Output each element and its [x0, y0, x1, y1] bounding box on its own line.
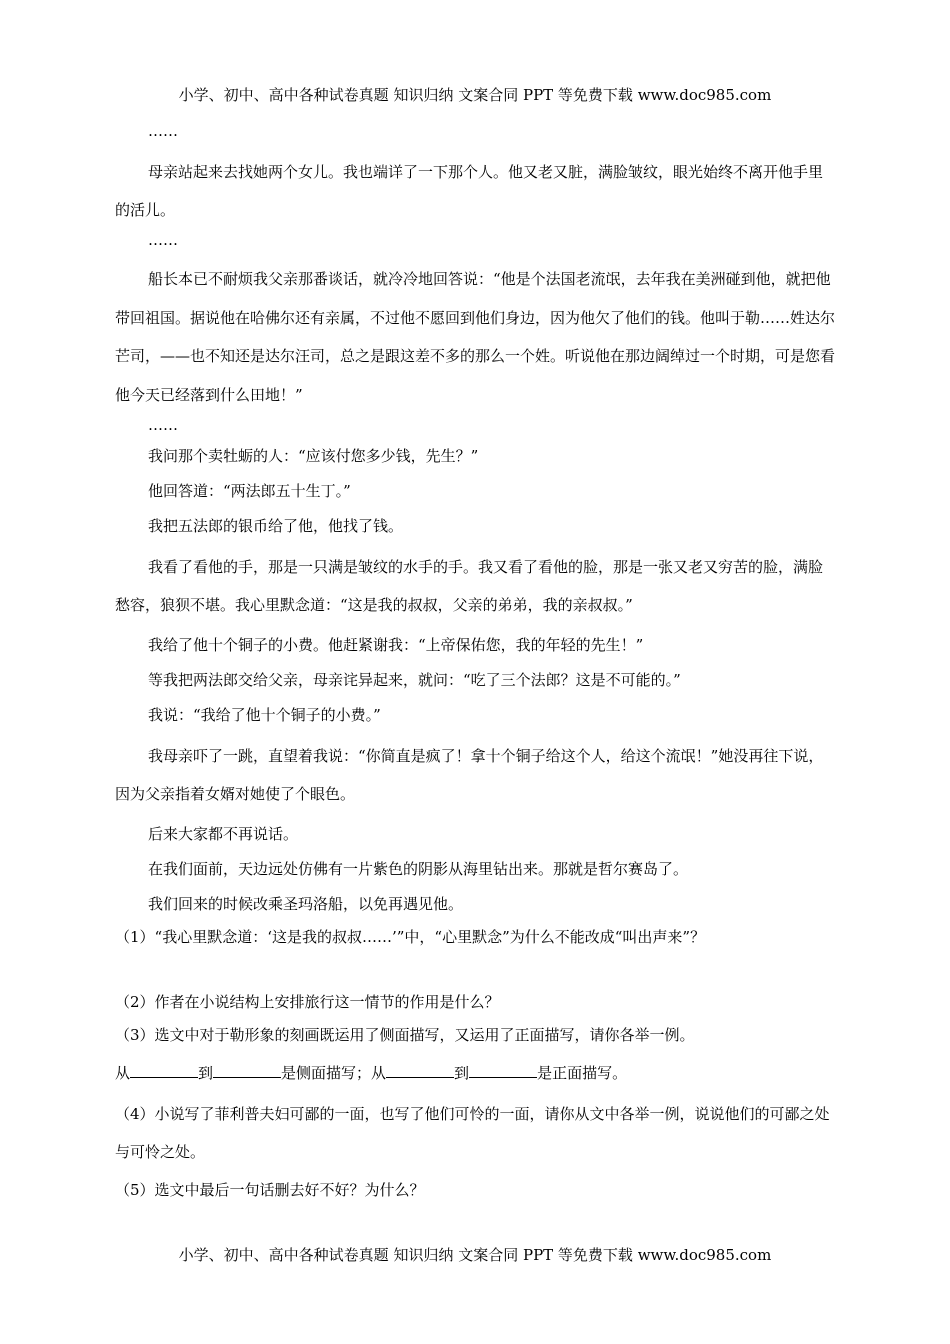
paragraph-3: 我问那个卖牡蛎的人：“应该付您多少钱，先生？”	[148, 447, 479, 465]
q3-side-label: 是侧面描写；从	[281, 1064, 387, 1082]
paragraph-12: 在我们面前，天边远处仿佛有一片紫色的阴影从海里钻出来。那就是哲尔赛岛了。	[148, 860, 689, 878]
q3-from-label: 从	[115, 1064, 131, 1082]
paragraph-4: 他回答道：“两法郎五十生丁。”	[148, 482, 351, 500]
paragraph-6: 我看了看他的手，那是一只满是皱纹的水手的手。我又看了看他的脸，那是一张又老又穷苦的脸，满脸愁容，狼狈不堪。我心里默念道：“这是我的叔叔，父亲的弟弟，我的亲叔叔。”	[115, 558, 824, 614]
paragraph-13: 我们回来的时候改乘圣玛洛船，以免再遇见他。	[148, 895, 464, 913]
paragraph-2: 船长本已不耐烦我父亲那番谈话，就冷冷地回答说：“他是个法国老流氓，去年我在美洲碰到他，就把他带回祖国。据说他在哈佛尔还有亲属，不过他不愿回到他们身边，因为他欠了他们的钱。他叫于勒……姓达尔芒司，——也不知还是达尔汪司，总之是跟这差不多的那么一个姓。听说他在那边阔绰过一个时期，可是您看他今天已经落到什么田地！”	[115, 270, 836, 404]
ellipsis-1: ……	[148, 122, 178, 140]
paragraph-9: 我说：“我给了他十个铜子的小费。”	[148, 706, 381, 724]
q3-to-label-2: 到	[454, 1064, 470, 1082]
answer-blank-4[interactable]	[469, 1063, 537, 1078]
question-3-answer-line	[115, 1063, 835, 1083]
question-2: （2）作者在小说结构上安排旅行这一情节的作用是什么？	[115, 993, 500, 1011]
question-4: （4）小说写了菲利普夫妇可鄙的一面，也写了他们可怜的一面，请你从文中各举一例，说说他们的可鄙之处与可怜之处。	[115, 1105, 830, 1161]
page-header: 小学、初中、高中各种试卷真题 知识归纳 文案合同 PPT 等免费下载 www.doc985.com	[178, 86, 772, 104]
answer-blank-2[interactable]	[213, 1063, 281, 1078]
question-1: （1）“我心里默念道：‘这是我的叔叔……’”中，“心里默念”为什么不能改成“叫出声来”？	[115, 928, 706, 946]
paragraph-1: 母亲站起来去找她两个女儿。我也端详了一下那个人。他又老又脏，满脸皱纹，眼光始终不离开他手里的活儿。	[115, 163, 824, 219]
ellipsis-3: ……	[148, 416, 178, 434]
answer-blank-1[interactable]	[130, 1063, 198, 1078]
q3-to-label: 到	[198, 1064, 214, 1082]
question-3: （3）选文中对于勒形象的刻画既运用了侧面描写，又运用了正面描写，请你各举一例。	[115, 1026, 695, 1044]
paragraph-5: 我把五法郎的银币给了他，他找了钱。	[148, 517, 404, 535]
q3-front-label: 是正面描写。	[537, 1064, 628, 1082]
answer-blank-3[interactable]	[386, 1063, 454, 1078]
question-5: （5）选文中最后一句话删去好不好？为什么？	[115, 1181, 425, 1199]
ellipsis-2: ……	[148, 231, 178, 249]
page-footer: 小学、初中、高中各种试卷真题 知识归纳 文案合同 PPT 等免费下载 www.doc985.com	[178, 1246, 772, 1264]
document-body	[115, 122, 835, 1200]
paragraph-7: 我给了他十个铜子的小费。他赶紧谢我：“上帝保佑您，我的年轻的先生！”	[148, 636, 644, 654]
paragraph-10: 我母亲吓了一跳，直望着我说：“你简直是疯了！拿十个铜子给这个人，给这个流氓！”她没再往下说，因为父亲指着女婿对她使了个眼色。	[115, 747, 824, 803]
paragraph-11: 后来大家都不再说话。	[148, 825, 299, 843]
paragraph-8: 等我把两法郎交给父亲，母亲诧异起来，就问：“吃了三个法郎？这是不可能的。”	[148, 671, 681, 689]
